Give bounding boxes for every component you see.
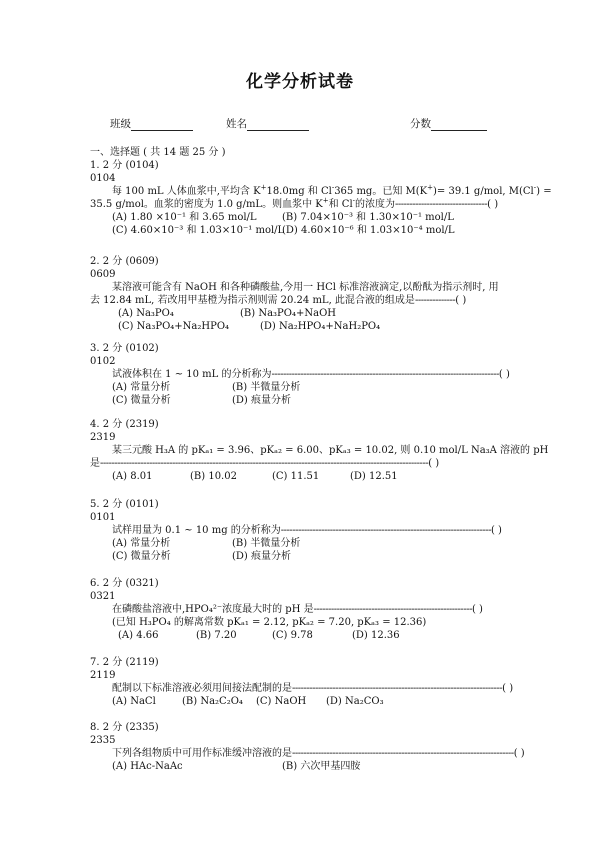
answer-paren[interactable]: ( ): [487, 199, 499, 210]
option-a[interactable]: (A) HAc-NaAc: [112, 761, 183, 772]
question-head: 2. 2 分 (0609): [90, 256, 159, 267]
options-row: [90, 695, 510, 708]
options-row: [90, 211, 510, 224]
options-row: [90, 307, 510, 320]
question-8: [90, 721, 525, 773]
question-3: [90, 342, 510, 407]
question-text-line: 下列各组物质中可用作标准缓冲溶液的是-----------------------------------------------------------------------------( ): [112, 748, 525, 759]
question-head: 4. 2 分 (2319): [90, 419, 159, 430]
question-text-line: (已知 H₃PO₄ 的解离常数 pKₐ₁ = 2.12, pKₐ₂ = 7.20, pKₐ₃ = 12.36): [112, 617, 427, 628]
option-a[interactable]: (A) 8.01: [112, 471, 153, 482]
option-a[interactable]: (A) 常量分析: [112, 538, 171, 549]
option-d[interactable]: (D) Na₂HPO₄+NaH₂PO₄: [260, 321, 381, 332]
option-d[interactable]: (D) 痕量分析: [232, 551, 291, 562]
question-code: 0321: [90, 591, 116, 602]
option-c[interactable]: (C) Na₃PO₄+Na₂HPO₄: [118, 321, 230, 332]
options-row: [90, 550, 510, 563]
option-d[interactable]: (D) 12.36: [352, 630, 400, 641]
option-b[interactable]: (B) 7.04×10⁻³ 和 1.30×10⁻¹ mol/L: [282, 212, 454, 223]
score-field: [410, 118, 487, 131]
answer-paren[interactable]: ( ): [498, 369, 510, 380]
question-text-line: 试样用量为 0.1 ~ 10 mg 的分析称为-------------------------------------------------------------------------( ): [112, 525, 502, 536]
question-head: 3. 2 分 (0102): [90, 343, 159, 354]
option-b[interactable]: (B) 7.20: [196, 630, 237, 641]
option-c[interactable]: (C) 微量分析: [112, 395, 171, 406]
question-code: 2119: [90, 670, 116, 681]
option-a[interactable]: (A) 1.80 ×10⁻¹ 和 3.65 mol/L: [112, 212, 257, 223]
options-row: [90, 537, 510, 550]
question-6: [90, 577, 510, 642]
option-c[interactable]: (C) 4.60×10⁻³ 和 1.03×10⁻¹ mol/L: [112, 225, 285, 236]
class-label: 班级: [110, 118, 131, 130]
exam-title: 化学分析试卷: [246, 72, 354, 92]
options-row: [90, 629, 510, 642]
option-c[interactable]: (C) 9.78: [272, 630, 313, 641]
question-code: 0609: [90, 269, 116, 280]
option-d[interactable]: (D) Na₂CO₃: [326, 696, 384, 707]
question-code: 0101: [90, 512, 116, 523]
options-row: [90, 470, 510, 483]
question-text-line: 35.5 g/mol。血浆的密度为 1.0 g/mL。则血浆中 K+和 Cl-的浓度为--------------------------------( ): [90, 196, 499, 210]
question-code: 2335: [90, 735, 116, 746]
question-text-line: 某三元酸 H₃A 的 pKₐ₁ = 3.96、pKₐ₂ = 6.00、pKₐ₃ = 10.02, 则 0.10 mol/L Na₃A 溶液的 pH: [112, 445, 549, 456]
question-code: 0104: [90, 173, 116, 184]
question-head: 6. 2 分 (0321): [90, 578, 159, 589]
score-label: 分数: [410, 118, 431, 130]
option-c[interactable]: (C) NaOH: [256, 696, 307, 707]
score-blank[interactable]: [431, 119, 487, 131]
options-row: [90, 224, 510, 237]
option-b[interactable]: (B) 10.02: [190, 471, 237, 482]
answer-paren[interactable]: ( ): [428, 458, 440, 469]
question-text-line: 某溶液可能含有 NaOH 和各种磷酸盐,今用一 HCl 标准溶液滴定,以酚酞为指示剂时, 用: [112, 282, 499, 293]
question-4: [90, 418, 549, 483]
option-b[interactable]: (B) Na₃PO₄+NaOH: [240, 308, 336, 319]
name-field: [226, 118, 309, 131]
question-text-line: 试液体积在 1 ~ 10 mL 的分析称为-------------------------------------------------------------------------------( ): [112, 369, 510, 380]
option-a[interactable]: (A) NaCl: [112, 696, 156, 707]
option-b[interactable]: (B) 半微量分析: [232, 382, 301, 393]
option-d[interactable]: (D) 痕量分析: [232, 395, 291, 406]
question-code: 2319: [90, 432, 116, 443]
question-7: [90, 656, 514, 708]
options-row: [90, 760, 510, 773]
question-5: [90, 498, 510, 563]
question-head: 5. 2 分 (0101): [90, 499, 159, 510]
answer-paren[interactable]: ( ): [502, 683, 514, 694]
answer-paren[interactable]: ( ): [471, 604, 483, 615]
name-label: 姓名: [226, 118, 247, 130]
question-2: [90, 255, 510, 333]
answer-paren[interactable]: ( ): [513, 748, 525, 759]
options-row: [90, 394, 510, 407]
option-a[interactable]: (A) Na₃PO₄: [118, 308, 174, 319]
option-c[interactable]: (C) 11.51: [272, 471, 320, 482]
option-d[interactable]: (D) 4.60×10⁻⁶ 和 1.03×10⁻⁴ mol/L: [282, 225, 455, 236]
options-row: [90, 320, 510, 333]
question-head: 7. 2 分 (2119): [90, 657, 159, 668]
question-head: 1. 2 分 (0104): [90, 160, 159, 171]
class-field: [110, 118, 193, 131]
question-1: [90, 159, 552, 237]
option-a[interactable]: (A) 常量分析: [112, 382, 171, 393]
option-c[interactable]: (C) 微量分析: [112, 551, 171, 562]
answer-paren[interactable]: ( ): [490, 525, 502, 536]
question-head: 8. 2 分 (2335): [90, 722, 159, 733]
option-d[interactable]: (D) 12.51: [350, 471, 398, 482]
question-text-line: 在磷酸盐溶液中,HPO₄²⁻浓度最大时的 pH 是-------------------------------------------------------( ): [112, 604, 483, 615]
question-text-line: 每 100 mL 人体血浆中,平均含 K+18.0mg 和 Cl-365 mg。已知 M(K+)= 39.1 g/mol, M(Cl-) =: [112, 183, 552, 197]
question-text-line: 是------------------------------------------------------------------------------------------------------------------( ): [90, 458, 440, 469]
question-text-line: 去 12.84 mL, 若改用甲基橙为指示剂则需 20.24 mL, 此混合液的组成是--------------( ): [90, 295, 467, 306]
options-row: [90, 381, 510, 394]
answer-paren[interactable]: ( ): [455, 295, 467, 306]
question-code: 0102: [90, 356, 116, 367]
class-blank[interactable]: [131, 119, 193, 131]
option-b[interactable]: (B) 半微量分析: [232, 538, 301, 549]
question-text-line: 配制以下标准溶液必须用间接法配制的是-------------------------------------------------------------------------( ): [112, 683, 514, 694]
name-blank[interactable]: [247, 119, 309, 131]
section-heading: 一、选择题 ( 共 14 题 25 分 ): [90, 147, 226, 158]
option-a[interactable]: (A) 4.66: [118, 630, 159, 641]
option-b[interactable]: (B) 六次甲基四胺: [282, 761, 361, 772]
option-b[interactable]: (B) Na₂C₂O₄: [182, 696, 243, 707]
